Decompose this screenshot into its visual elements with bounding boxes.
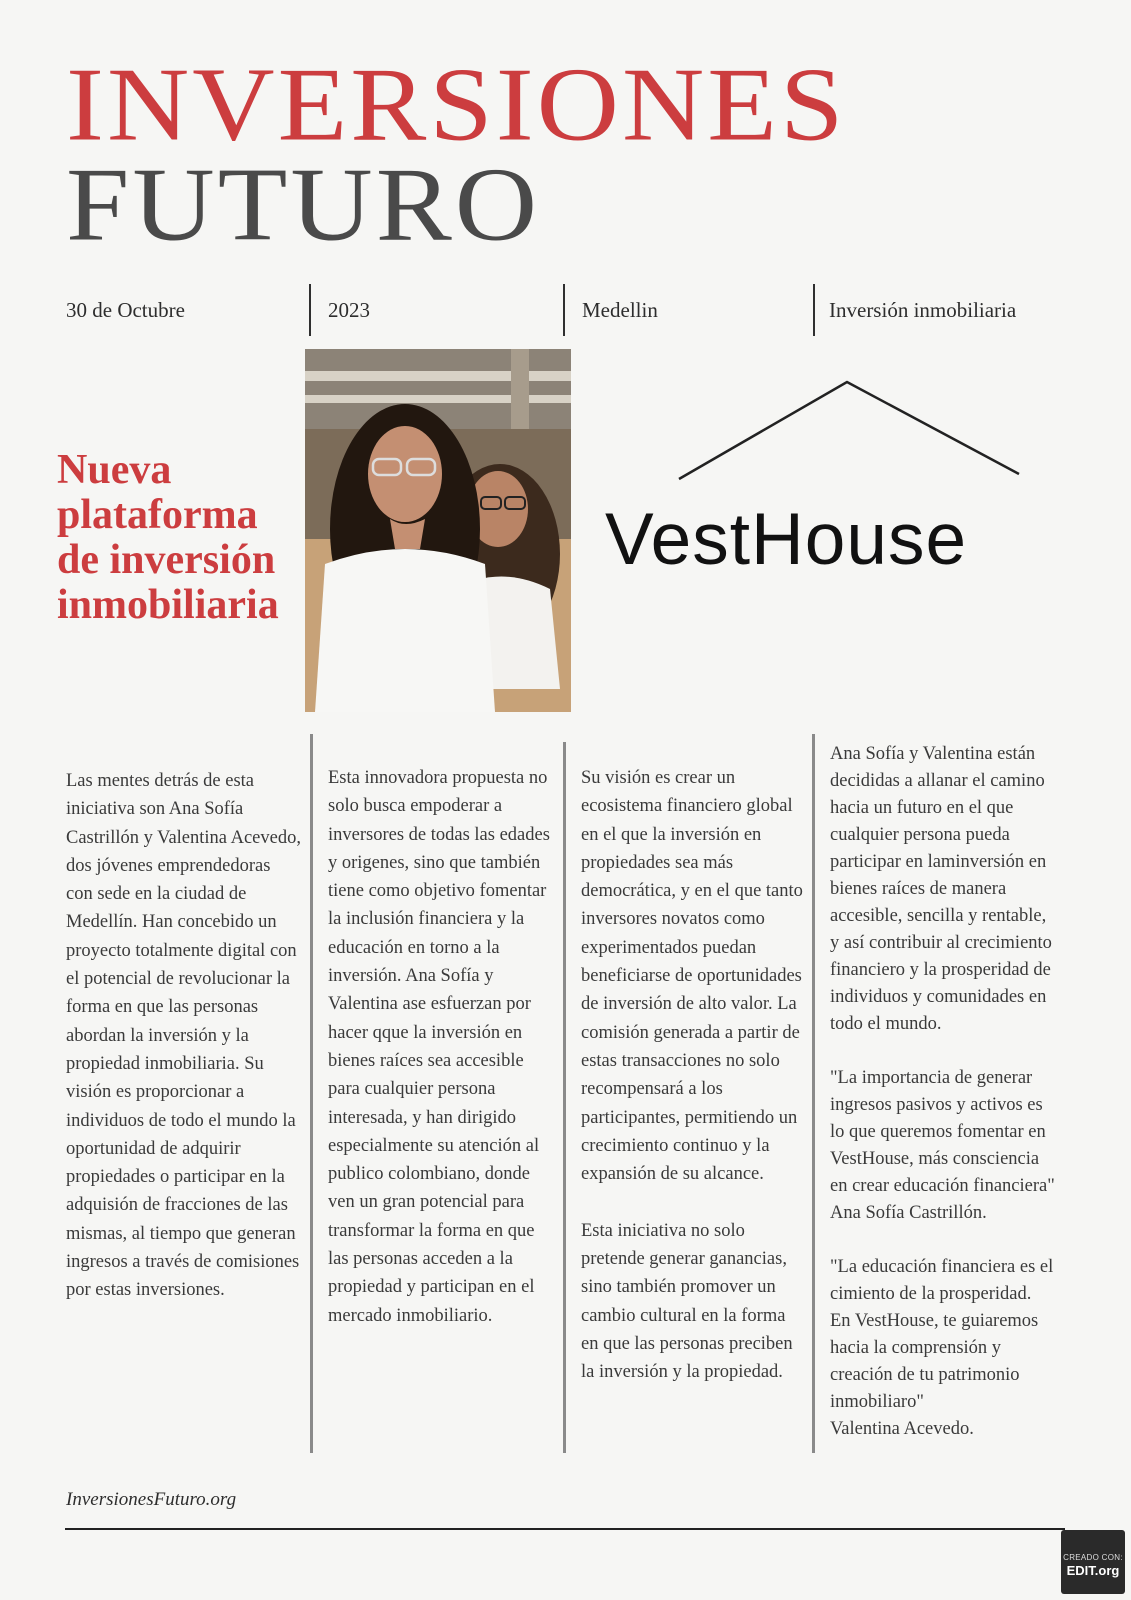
footer-rule bbox=[65, 1528, 1065, 1530]
masthead-title-line1: INVERSIONES bbox=[66, 45, 847, 163]
meta-divider bbox=[813, 284, 815, 336]
article-column-3: Su visión es crear un ecosistema financiero global en el que la inversión en propiedades sea más democrática, y en el que tanto inversores novatos como experimentados puedan beneficiarse de oportunidades de inversión de alto valor. La comisión generada a partir de estas transacciones no solo recompensará a los participantes, permitiendo un crecimiento continuo y la expansión de su alcance. Esta iniciativa no solo pretende generar ganancias, sino también promover un cambio cultural en la forma en que las personas preciben la inversión y la propiedad. bbox=[581, 768, 803, 1383]
founders-photo bbox=[305, 349, 571, 712]
badge-caption: CREADO CON: bbox=[1063, 1553, 1123, 1562]
column-divider bbox=[812, 734, 815, 1453]
masthead-title-line2: FUTURO bbox=[66, 145, 541, 263]
article-column-2: Esta innovadora propuesta no solo busca empoderar a inversores de todas las edades y origenes, sino que también tiene como objetivo fomentar la inclusión financiera y la educación en torno a la inversión. Ana Sofía y Valentina ase esfuerzan por hacer qque la inversión en bienes raíces sea accesible para cualquier persona interesada, y han dirigido especialmente su atención al publico colombiano, donde ven un gran potencial para transformar la forma en que las personas acceden a la propiedad y participan en el mercado inmobiliario. bbox=[328, 768, 550, 1326]
badge-brand: EDIT.org bbox=[1066, 1563, 1120, 1578]
logo-wordmark: VestHouse bbox=[605, 499, 968, 580]
meta-city: Medellin bbox=[582, 298, 658, 322]
edit-org-badge[interactable] bbox=[1061, 1530, 1125, 1594]
column-divider bbox=[310, 734, 313, 1453]
article-column-1: Las mentes detrás de esta iniciativa son Ana Sofía Castrillón y Valentina Acevedo, dos jóvenes emprendedoras con sede en la ciudad de Medellín. Han concebido un proyecto totalmente digital con el potencial de revolucionar la forma en que las personas abordan la inversión y la propiedad inmobiliaria. Su visión es proporcionar a individuos de todo el mundo la oportunidad de adquirir propiedades o participar en la adquisión de fracciones de las mismas, al tiempo que generan ingresos a través de comisiones por estas inversiones. bbox=[66, 771, 301, 1301]
footer-website[interactable]: InversionesFuturo.org bbox=[66, 1489, 237, 1510]
meta-year: 2023 bbox=[328, 298, 370, 322]
article-headline: Nueva plataforma de inversión inmobiliaria bbox=[57, 447, 279, 628]
meta-divider bbox=[309, 284, 311, 336]
meta-category: Inversión inmobiliaria bbox=[829, 298, 1017, 322]
article-column-4: Ana Sofía y Valentina están decididas a allanar el camino hacia un futuro en el que cualquier persona pueda participar en laminversión en bienes raíces de manera accesible, sencilla y rentable, y así contribuir al crecimiento financiero y la prosperidad de individuos y comunidades en todo el mundo. "La importancia de generar ingresos pasivos y activos es lo que queremos fomentar en VestHouse, más consciencia en crear educación financiera" Ana Sofía Castrillón. "La educación financiera es el cimiento de la prosperidad. En VestHouse, te guiaremos hacia la comprensión y creación de tu patrimonio inmobiliaro" Valentina Acevedo. bbox=[830, 744, 1055, 1439]
house-roof-icon bbox=[677, 379, 1021, 485]
meta-divider bbox=[563, 284, 565, 336]
meta-date: 30 de Octubre bbox=[66, 298, 185, 322]
column-divider bbox=[563, 742, 566, 1453]
